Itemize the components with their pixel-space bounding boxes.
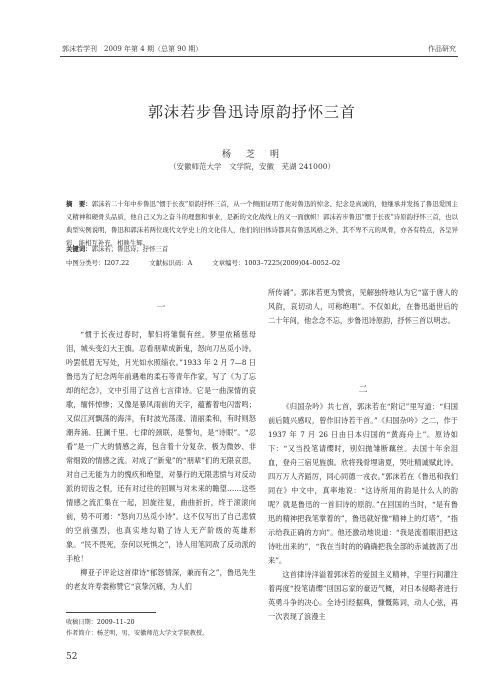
section-heading-2: 二 xyxy=(358,385,368,395)
header-rule xyxy=(60,56,458,57)
body-paragraph: 柳亚子评论这首律诗“郁怒情深，兼而有之”，鲁迅先生的老友许寿裳称赞它“哀挚沉痛，为人们 xyxy=(66,568,256,591)
body-paragraph: 所传诵”。郭沫若更为赞赏，见解独特地认为它“富于唐人的风韵，哀切动人，可称绝唱”。不仅如此，在鲁迅逝世后的二十年间，他念念不忘，步鲁迅诗原韵，抒怀三首以明志。 xyxy=(268,288,458,325)
article-title: 郭沫若步鲁迅诗原韵抒怀三首 xyxy=(147,103,356,121)
abstract-label: 摘 要： xyxy=(66,200,92,208)
body-column-left xyxy=(66,328,256,594)
keywords xyxy=(66,244,168,253)
classification-line xyxy=(66,258,358,267)
body-paragraph: 《归国杂吟》共七首，郭沫若在“附记”里写道：“归国前后随兴感叹，曾作旧诗若干首。”《归国杂吟》之二，作于 1937 年 7 月 26 日由日本归国的“黄海舟上”。原诗如下：“又当投笔请缨时，别妇抛雏断藕丝。去国十年余泪血，登舟三宿见旌旗。欣将残骨埋诸夏，哭吐精诚赋此诗。四万万人齐蹈厉，同心同德一戎衣。”郭沫若在《鲁迅和我们同在》中文中，真率地说：“这诗所用的韵是什么人的韵呢？就是鲁迅的一首旧诗的原韵。”在回国的当时，“是有鲁迅的精神把我笔掌着的”，鲁迅就好像“精神上的灯塔”，“指示给我正确的方向”。他还激动地说道：“我是流着眼泪把这诗吐出来的”，“我在当时的的确确把我全部的赤诚披沥了出来”。 xyxy=(268,402,458,565)
section-heading-1: 一 xyxy=(156,303,166,313)
body-column-right-cont xyxy=(268,400,458,621)
author-bio: 作者简介：杨芝明，男，安徽师范大学文学院教授。 xyxy=(66,630,209,637)
running-header-section: 作品研究 xyxy=(428,45,456,53)
body-paragraph: 这首律诗洋溢着郭沫若的爱国主义精神，字里行间灌注着再度“投笔请缨”回国忘家的豪迈气概，对日本侵略者进行英勇斗争的决心。全诗引经据典，慷慨陈词，动人心弦，再一次表现了浪漫主 xyxy=(268,570,458,621)
abstract xyxy=(66,198,458,250)
body-paragraph: “惯于长夜过春时，挈妇将雏鬓有丝。梦里依稀慈母泪，城头变幻大王旗。忍看朋辈成新鬼，怒向刀丛觅小诗。吟罢低眉无写处，月光如水照缁衣。”1933 年 2 月 7—8 日鲁迅为了纪念两年前遇难的柔石等青年作家，写了《为了忘却的纪念》，文中引用了这首七言律诗。它是一曲深情的哀歌，缅怀悼惨；又像是暴风雨前的天字，蕴蓄着电闪雷鸣；又似江河飘荡的海洋，有时波光荡漾、清丽柔和，有时则怒潮奔涌、狂澜千里。七律的颈联，是警句，是“诗眼”。“忍看”是一广大的情感之海，包含着十分复杂、极为微妙、非常细致的情感之流。对成了“新鬼”的“朋辈”们的无限哀思，对自己无能为力的愧疚和绝望，对暴行的无限悲愤与对反动派的切齿之恨，还有对过往的回顾与对未来的瞻望……这些情感之流汇集在一起，回旋往复，曲曲折折，终于滚滚向前，势不可遏：“怒向刀丛觅小诗”。这不仅写出了自己悲愤的空前强烈，也真实地勾勒了诗人无产阶级的英雄形象。“民不畏死，奈何以死惧之”，诗人用笔同敌了反动派的手枪！ xyxy=(66,330,256,563)
body-column-right xyxy=(268,286,458,376)
page-number: 52 xyxy=(66,652,78,662)
keywords-label: 关键词： xyxy=(66,245,92,253)
author-affiliation: （安徽师范大学 文学院，安徽 芜湖 241000） xyxy=(168,162,335,171)
keywords-text: 郭沫若；鲁迅诗；抒怀三首 xyxy=(91,245,169,253)
article-author: 杨 芝 明 xyxy=(221,150,282,160)
clc-number: 中图分类号：I207.22 xyxy=(66,259,130,267)
abstract-text: 郭沫若二十年中步鲁迅“惯于长夜”原韵抒怀三首，从一个侧面证明了他对鲁迅的悼念、纪念是真诚的，他继承并发扬了鲁迅爱国主义精神和硬骨头品质，他自己又为之奋斗的理想和事业，是新的文化战线上的又一面旗帜！郭沫若步鲁迅“惯于长夜”诗原韵抒怀三首，也以典型实例说明，鲁迅和郭沫若两位现代文学史上的文化伟人，他们的旧体诗都具有鲁迅风格之外，其不卑不亢的风骨，亦各有特点，各呈异彩，能相互补充，相映生辉。 xyxy=(66,200,458,247)
article-number: 文章编号：1003–7225(2009)04–0052–02 xyxy=(212,259,341,267)
running-header-journal: 郭沫若学刊 2009 年第 4 期（总第 90 期） xyxy=(62,45,203,53)
footnote-rule xyxy=(66,612,156,613)
document-code: 文献标识码：A xyxy=(149,259,193,267)
received-date: 收稿日期：2009–11–20 xyxy=(66,619,135,626)
